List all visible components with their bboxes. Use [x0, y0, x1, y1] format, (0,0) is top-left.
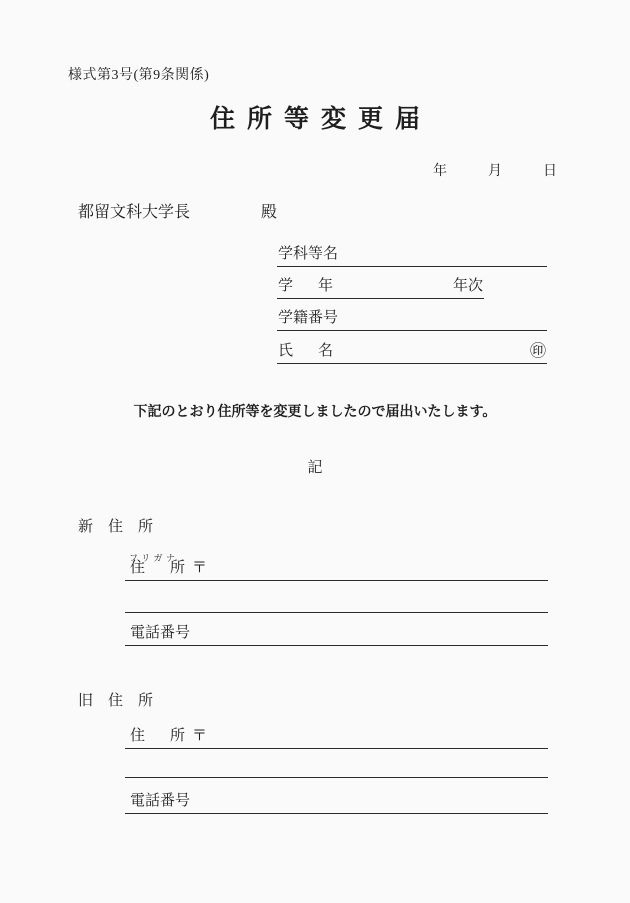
old-address-field-line2 [125, 755, 548, 778]
old-address-section-label: 旧 住 所 [78, 693, 154, 709]
seal-mark-icon: ㊞ [529, 343, 546, 360]
student-id-field [277, 308, 547, 331]
new-phone-field [125, 623, 548, 646]
date-month-label: 月 [488, 164, 502, 179]
date-year-label: 年 [433, 164, 447, 179]
new-address-label: 住 所 [130, 560, 191, 576]
new-phone-label: 電話番号 [130, 625, 191, 641]
grade-label: 学 年 [278, 278, 339, 294]
furigana-label: フリガナ [129, 553, 179, 563]
name-label: 氏 名 [278, 343, 339, 359]
new-address-field-line2 [125, 590, 548, 613]
date-day-label: 日 [543, 164, 557, 179]
grade-unit-label: 年次 [452, 278, 483, 294]
student-id-label: 学籍番号 [278, 310, 339, 326]
department-label: 学科等名 [278, 246, 339, 262]
form-number: 様式第3号(第9条関係) [68, 68, 210, 83]
old-address-label: 住 所 [130, 728, 191, 744]
recipient-line [78, 199, 277, 222]
department-field [277, 244, 547, 267]
postal-mark-icon: 〒 [192, 728, 208, 744]
new-address-field [125, 558, 548, 581]
name-field [277, 340, 547, 364]
new-address-section-label: 新 住 所 [78, 519, 154, 535]
old-phone-field [125, 791, 548, 814]
recipient-name: 都留文科大学長 [78, 204, 191, 221]
postal-mark-icon: 〒 [192, 560, 208, 576]
recipient-honorific: 殿 [261, 204, 278, 221]
old-phone-label: 電話番号 [130, 793, 191, 809]
change-statement: 下記のとおり住所等を変更しましたので届出いたします。 [133, 405, 497, 420]
grade-field [277, 276, 484, 299]
date-line [433, 160, 557, 180]
record-heading: 記 [307, 460, 323, 476]
document-title: 住所等変更届 [209, 106, 432, 133]
old-address-field [125, 726, 548, 749]
